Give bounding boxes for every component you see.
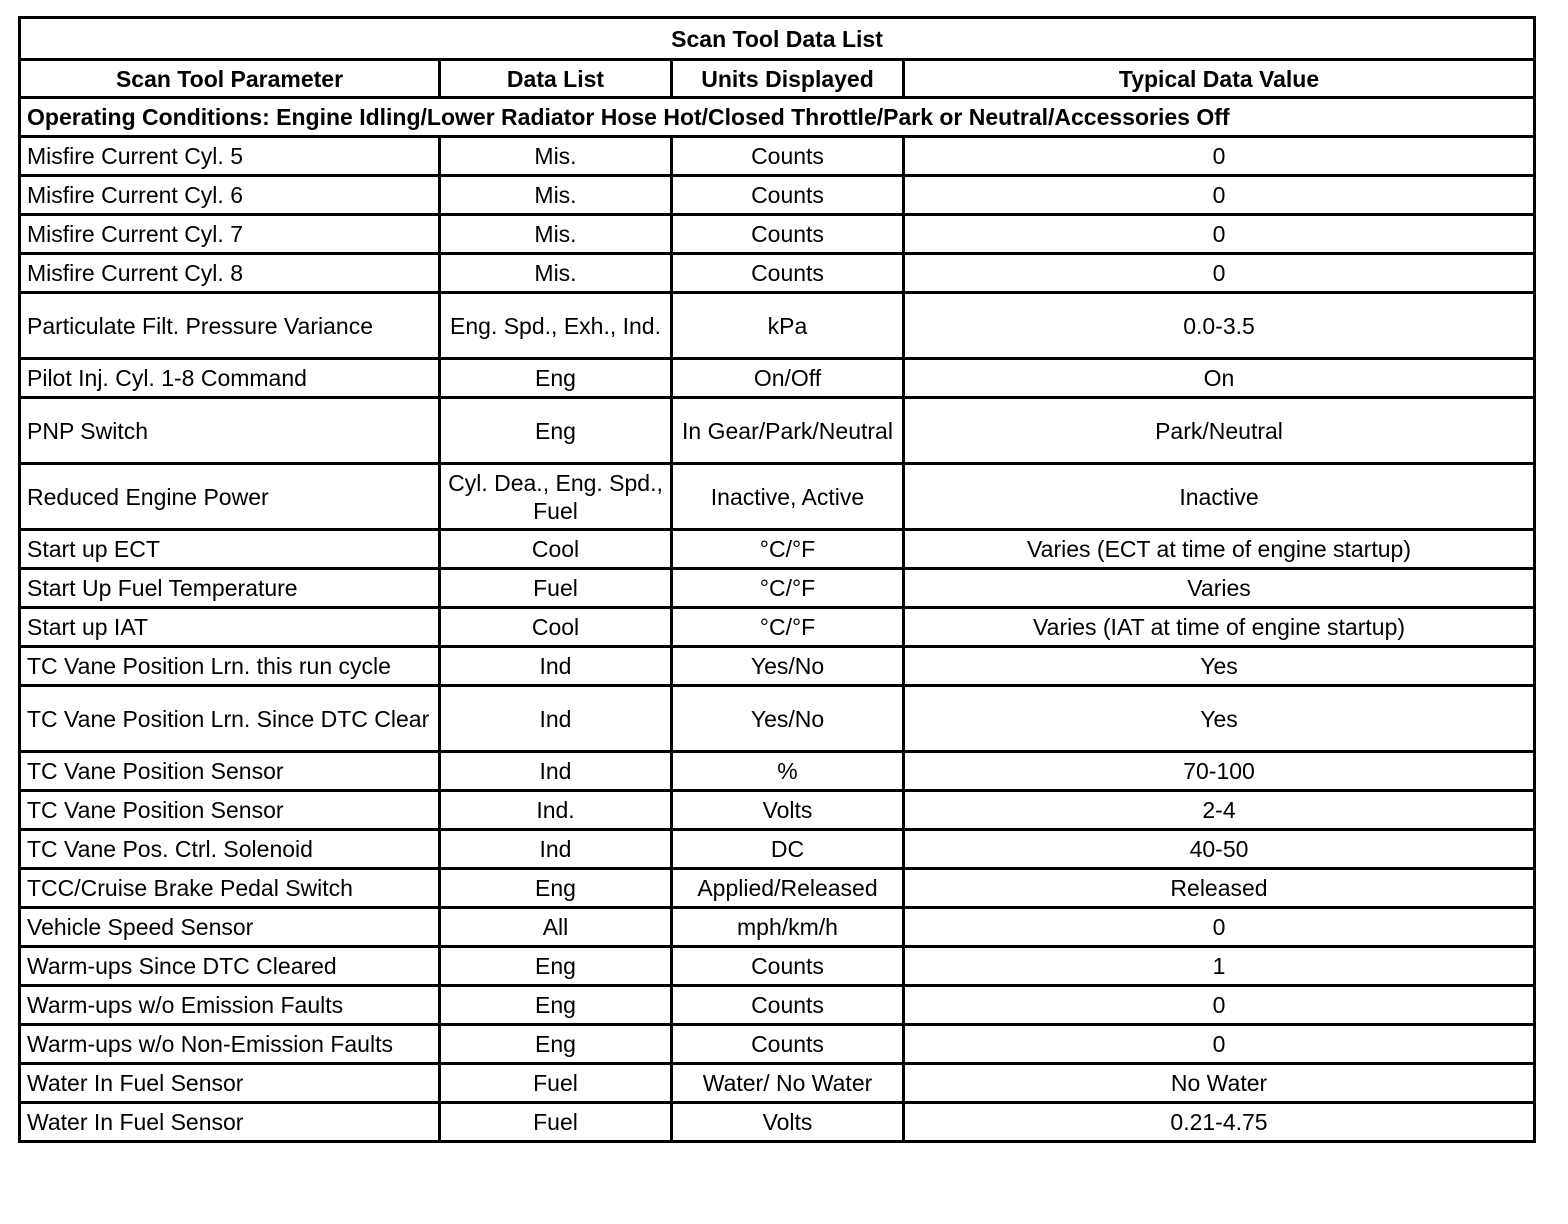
table-row — [20, 176, 1535, 215]
units-cell: DC — [672, 830, 904, 869]
typical-value-cell: 0 — [904, 254, 1535, 293]
param-cell: TC Vane Position Sensor — [20, 791, 440, 830]
units-cell: Counts — [672, 254, 904, 293]
table-row — [20, 254, 1535, 293]
param-cell: Start up ECT — [20, 530, 440, 569]
param-cell: Pilot Inj. Cyl. 1-8 Command — [20, 359, 440, 398]
data-list-cell: Mis. — [440, 215, 672, 254]
param-cell: Warm-ups Since DTC Cleared — [20, 947, 440, 986]
param-cell: Misfire Current Cyl. 7 — [20, 215, 440, 254]
typical-value-cell: 0 — [904, 1025, 1535, 1064]
data-list-cell: Mis. — [440, 254, 672, 293]
param-cell: Warm-ups w/o Emission Faults — [20, 986, 440, 1025]
param-cell: Start Up Fuel Temperature — [20, 569, 440, 608]
table-row — [20, 137, 1535, 176]
typical-value-cell: Park/Neutral — [904, 398, 1535, 464]
typical-value-cell: 0.0-3.5 — [904, 293, 1535, 359]
table-row — [20, 215, 1535, 254]
table-row — [20, 647, 1535, 686]
table-row — [20, 1025, 1535, 1064]
param-cell: PNP Switch — [20, 398, 440, 464]
typical-value-cell: Released — [904, 869, 1535, 908]
param-cell: Start up IAT — [20, 608, 440, 647]
data-list-cell: Cool — [440, 530, 672, 569]
data-list-cell: Mis. — [440, 176, 672, 215]
table-row — [20, 359, 1535, 398]
typical-value-cell: Yes — [904, 686, 1535, 752]
typical-value-cell: 1 — [904, 947, 1535, 986]
table-row — [20, 947, 1535, 986]
typical-value-cell: 40-50 — [904, 830, 1535, 869]
header-scan-tool-parameter: Scan Tool Parameter — [20, 60, 440, 98]
data-list-cell: Eng — [440, 947, 672, 986]
units-cell: In Gear/Park/Neutral — [672, 398, 904, 464]
units-cell: Volts — [672, 1103, 904, 1142]
data-list-cell: Cool — [440, 608, 672, 647]
units-cell: Counts — [672, 137, 904, 176]
param-cell: TC Vane Position Sensor — [20, 752, 440, 791]
data-list-cell: Eng — [440, 1025, 672, 1064]
param-cell: TC Vane Position Lrn. Since DTC Clear — [20, 686, 440, 752]
units-cell: kPa — [672, 293, 904, 359]
table-row — [20, 464, 1535, 530]
header-units-displayed: Units Displayed — [672, 60, 904, 98]
table-row — [20, 686, 1535, 752]
data-list-cell: Fuel — [440, 1064, 672, 1103]
table-row — [20, 530, 1535, 569]
units-cell: Counts — [672, 1025, 904, 1064]
typical-value-cell: No Water — [904, 1064, 1535, 1103]
data-list-cell: Fuel — [440, 569, 672, 608]
typical-value-cell: Inactive — [904, 464, 1535, 530]
typical-value-cell: 2-4 — [904, 791, 1535, 830]
data-list-cell: All — [440, 908, 672, 947]
units-cell: mph/km/h — [672, 908, 904, 947]
table-row — [20, 869, 1535, 908]
data-list-cell: Eng. Spd., Exh., Ind. — [440, 293, 672, 359]
data-list-cell: Ind — [440, 830, 672, 869]
units-cell: On/Off — [672, 359, 904, 398]
table-row — [20, 398, 1535, 464]
units-cell: Applied/Released — [672, 869, 904, 908]
typical-value-cell: 0.21-4.75 — [904, 1103, 1535, 1142]
header-row — [20, 60, 1535, 98]
operating-conditions: Operating Conditions: Engine Idling/Lower Radiator Hose Hot/Closed Throttle/Park or Neutral/Accessories Off — [20, 98, 1535, 137]
typical-value-cell: 0 — [904, 908, 1535, 947]
typical-value-cell: 0 — [904, 215, 1535, 254]
table-row — [20, 752, 1535, 791]
units-cell: Volts — [672, 791, 904, 830]
data-list-cell: Eng — [440, 398, 672, 464]
table-title: Scan Tool Data List — [20, 18, 1535, 60]
units-cell: °C/°F — [672, 530, 904, 569]
table-row — [20, 986, 1535, 1025]
header-data-list: Data List — [440, 60, 672, 98]
param-cell: TC Vane Position Lrn. this run cycle — [20, 647, 440, 686]
param-cell: TC Vane Pos. Ctrl. Solenoid — [20, 830, 440, 869]
units-cell: Counts — [672, 215, 904, 254]
param-cell: Water In Fuel Sensor — [20, 1103, 440, 1142]
typical-value-cell: Varies (IAT at time of engine startup) — [904, 608, 1535, 647]
table-row — [20, 908, 1535, 947]
typical-value-cell: 70-100 — [904, 752, 1535, 791]
param-cell: TCC/Cruise Brake Pedal Switch — [20, 869, 440, 908]
typical-value-cell: Varies (ECT at time of engine startup) — [904, 530, 1535, 569]
data-list-cell: Mis. — [440, 137, 672, 176]
data-list-cell: Ind — [440, 686, 672, 752]
data-list-cell: Cyl. Dea., Eng. Spd., Fuel — [440, 464, 672, 530]
table-row — [20, 830, 1535, 869]
typical-value-cell: Varies — [904, 569, 1535, 608]
data-list-cell: Eng — [440, 986, 672, 1025]
typical-value-cell: On — [904, 359, 1535, 398]
data-list-cell: Eng — [440, 359, 672, 398]
units-cell: Water/ No Water — [672, 1064, 904, 1103]
data-list-cell: Fuel — [440, 1103, 672, 1142]
table-row — [20, 293, 1535, 359]
units-cell: Inactive, Active — [672, 464, 904, 530]
units-cell: % — [672, 752, 904, 791]
param-cell: Particulate Filt. Pressure Variance — [20, 293, 440, 359]
scan-tool-data-table — [18, 16, 1536, 1143]
units-cell: Counts — [672, 947, 904, 986]
table-row — [20, 608, 1535, 647]
data-list-cell: Ind — [440, 752, 672, 791]
data-rows — [20, 137, 1535, 1142]
data-list-cell: Ind. — [440, 791, 672, 830]
units-cell: Counts — [672, 176, 904, 215]
units-cell: °C/°F — [672, 608, 904, 647]
units-cell: Counts — [672, 986, 904, 1025]
units-cell: Yes/No — [672, 647, 904, 686]
data-list-cell: Eng — [440, 869, 672, 908]
typical-value-cell: 0 — [904, 137, 1535, 176]
param-cell: Reduced Engine Power — [20, 464, 440, 530]
units-cell: Yes/No — [672, 686, 904, 752]
table-row — [20, 1103, 1535, 1142]
table-row — [20, 791, 1535, 830]
data-list-cell: Ind — [440, 647, 672, 686]
param-cell: Misfire Current Cyl. 6 — [20, 176, 440, 215]
param-cell: Misfire Current Cyl. 5 — [20, 137, 440, 176]
param-cell: Misfire Current Cyl. 8 — [20, 254, 440, 293]
units-cell: °C/°F — [672, 569, 904, 608]
param-cell: Warm-ups w/o Non-Emission Faults — [20, 1025, 440, 1064]
table-row — [20, 569, 1535, 608]
param-cell: Water In Fuel Sensor — [20, 1064, 440, 1103]
typical-value-cell: Yes — [904, 647, 1535, 686]
param-cell: Vehicle Speed Sensor — [20, 908, 440, 947]
header-typical-data-value: Typical Data Value — [904, 60, 1535, 98]
typical-value-cell: 0 — [904, 176, 1535, 215]
typical-value-cell: 0 — [904, 986, 1535, 1025]
table-row — [20, 1064, 1535, 1103]
